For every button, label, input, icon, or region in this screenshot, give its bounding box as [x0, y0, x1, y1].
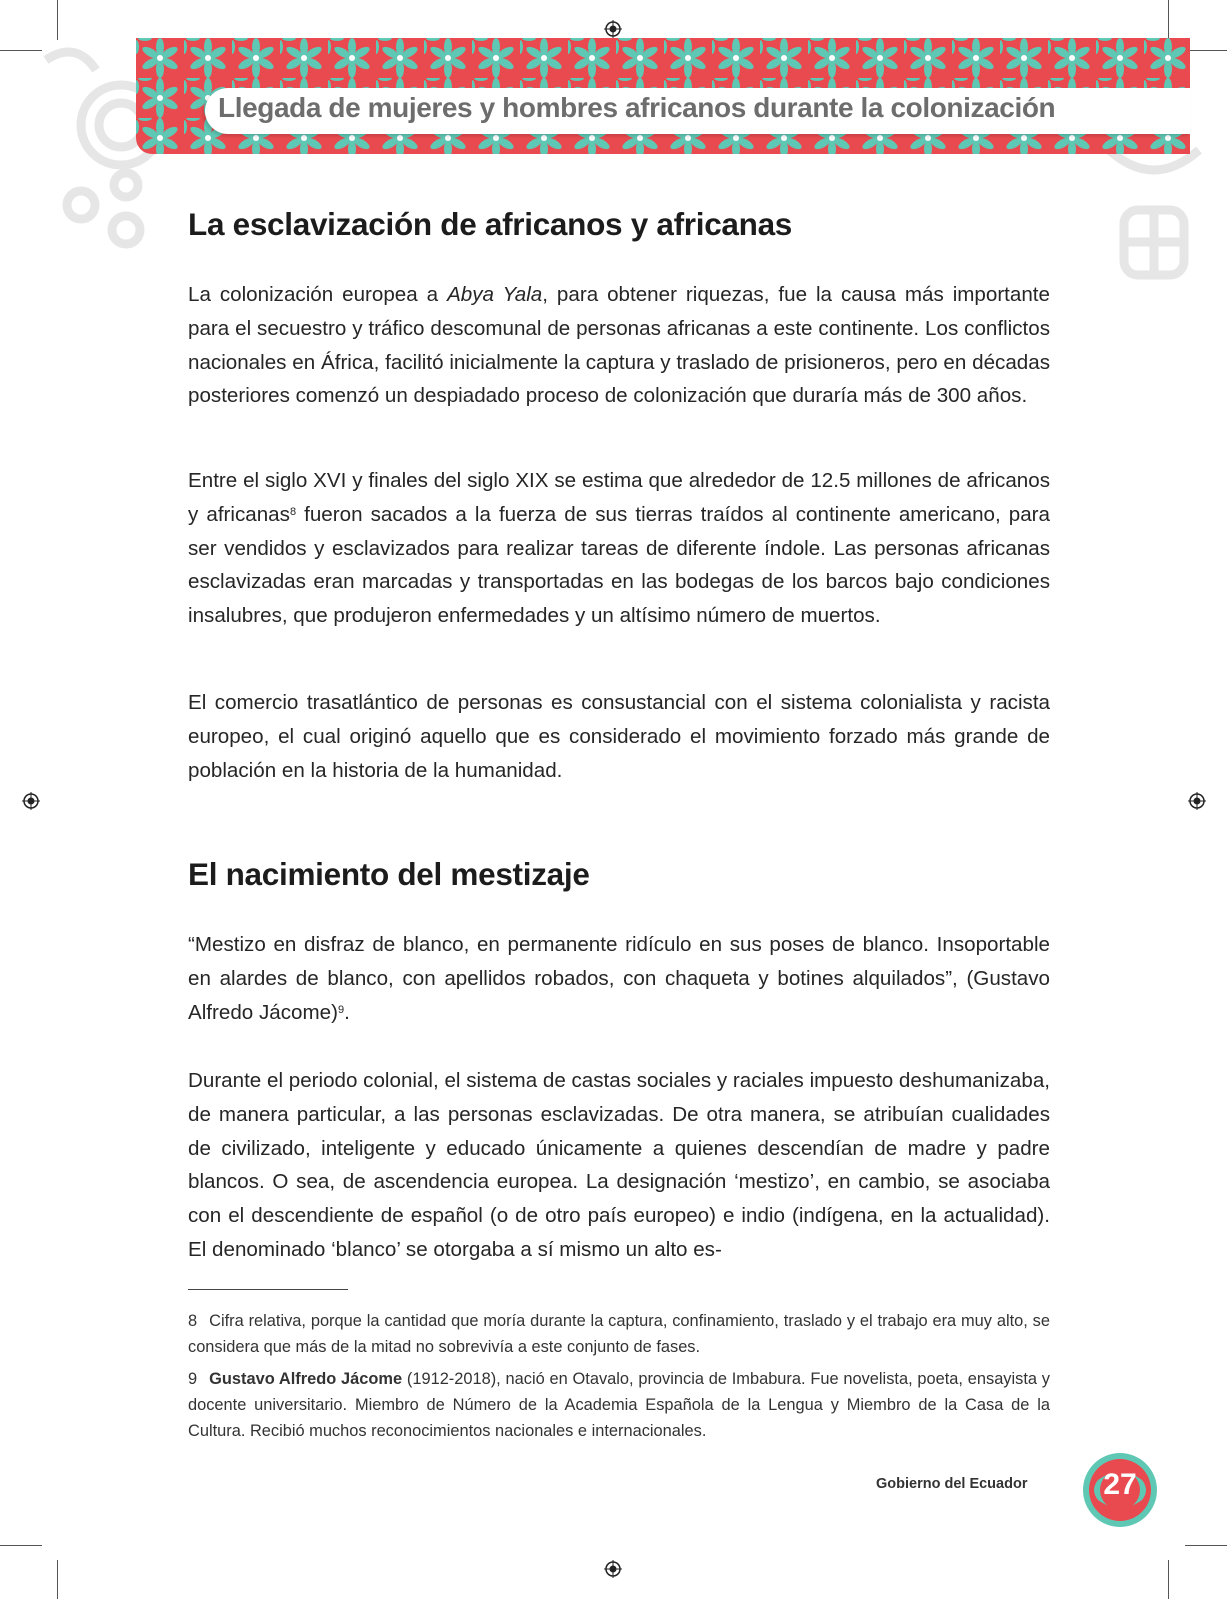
paragraph [188, 278, 1050, 413]
page-number: 27 [1103, 1468, 1137, 1501]
decorative-glyph-icon [1104, 140, 1204, 290]
footnote-number: 8 [188, 1312, 198, 1330]
italic-term: Abya Yala [447, 283, 543, 306]
crop-mark [1168, 1560, 1169, 1599]
footnote-ref[interactable]: 8 [289, 505, 297, 518]
registration-mark-icon [1188, 792, 1206, 810]
paragraph: Durante el periodo colonial, el sistema de castas sociales y raciales impuesto deshumanizaba, de manera particular, a las personas esclavizadas. De otra manera, se atribuían cualidades de civilizado, inteligente y educado únicamente a quienes descendían de madre y padre blancos. O sea, de ascendencia europea. La designación ‘mestizo’, en cambio, se asociaba con el descendiente de español (o de otro país europeo) e indio (indígena, en la actualidad). El denominado ‘blanco’ se otorgaba a sí mismo un alto es- [188, 1069, 1050, 1261]
registration-mark-icon [22, 792, 40, 810]
paragraph [188, 464, 1050, 633]
crop-mark [1185, 1545, 1227, 1546]
paragraph-text: La colonización europea a [188, 283, 448, 306]
registration-mark-icon [604, 20, 622, 38]
paragraph-text: Entre el siglo XVI y finales del siglo XIX se estima que alrededor de 12.5 millones de africanos y africanas [188, 469, 1050, 526]
crop-mark [1185, 50, 1227, 51]
banner-title: Llegada de mujeres y hombres africanos durante la colonización [218, 92, 1056, 123]
footnote-name: Gustavo Alfredo Jácome [209, 1370, 403, 1388]
footnote-9 [188, 1366, 1050, 1444]
section-heading: La esclavización de africanos y africanas [188, 206, 793, 242]
footnote-text: (1912-2018), nació en Otavalo, provincia de Imbabura. Fue novelista, poeta, ensayista y docente universitario. Miembro de Número de la Academia Española de la Lengua y Miembro de la Casa de la Cultura. Recibió muchos reconocimientos nacionales e internacionales. [188, 1370, 1050, 1440]
crop-mark [57, 0, 58, 40]
footnote-8 [188, 1308, 1050, 1360]
paragraph-text: , para obtener riquezas, fue la causa más importante para el secuestro y tráfico descomunal de personas africanas a este continente. Los conflictos nacionales en África, facilitó inicialmente la captura y traslado de prisioneros, pero en décadas posteriores comenzó un despiadado proceso de colonización que duraría más de 300 años. [188, 283, 1050, 408]
footnote-ref[interactable]: 9 [337, 1003, 345, 1016]
publisher-label: Gobierno del Ecuador [876, 1476, 1028, 1492]
footnote-number: 9 [188, 1370, 198, 1388]
quote-end: . [344, 1000, 350, 1024]
crop-mark [0, 1545, 42, 1546]
footnote-divider [188, 1289, 348, 1290]
registration-mark-icon [604, 1560, 622, 1578]
section-heading: El nacimiento del mestizaje [188, 856, 590, 892]
paragraph: El comercio trasatlántico de personas es consustancial con el sistema colonialista y racista europeo, el cual originó aquello que es considerado el movimiento forzado más grande de población en la historia de la humanidad. [188, 691, 1050, 782]
paragraph-text: fueron sacados a la fuerza de sus tierras traídos al continente americano, para ser vendidos y esclavizados para realizar tareas de diferente índole. Las personas africanas esclavizadas eran marcadas y transportadas en las bodegas de los barcos bajo condiciones insalubres, que produjeron enfermedades y un altísimo número de muertos. [188, 502, 1050, 628]
quote-paragraph [188, 928, 1050, 1029]
footnote-text: Cifra relativa, porque la cantidad que moría durante la captura, confinamiento, traslado y el trabajo era muy alto, se considera que más de la mitad no sobrevivía a este conjunto de fases. [188, 1312, 1050, 1356]
crop-mark [57, 1560, 58, 1599]
crop-mark [1168, 0, 1169, 40]
quote-text: “Mestizo en disfraz de blanco, en permanente ridículo en sus poses de blanco. Insoportable en alardes de blanco, con apellidos robados, con chaqueta y botines alquilados”, (Gustavo Alfredo Jácome) [188, 933, 1050, 1024]
